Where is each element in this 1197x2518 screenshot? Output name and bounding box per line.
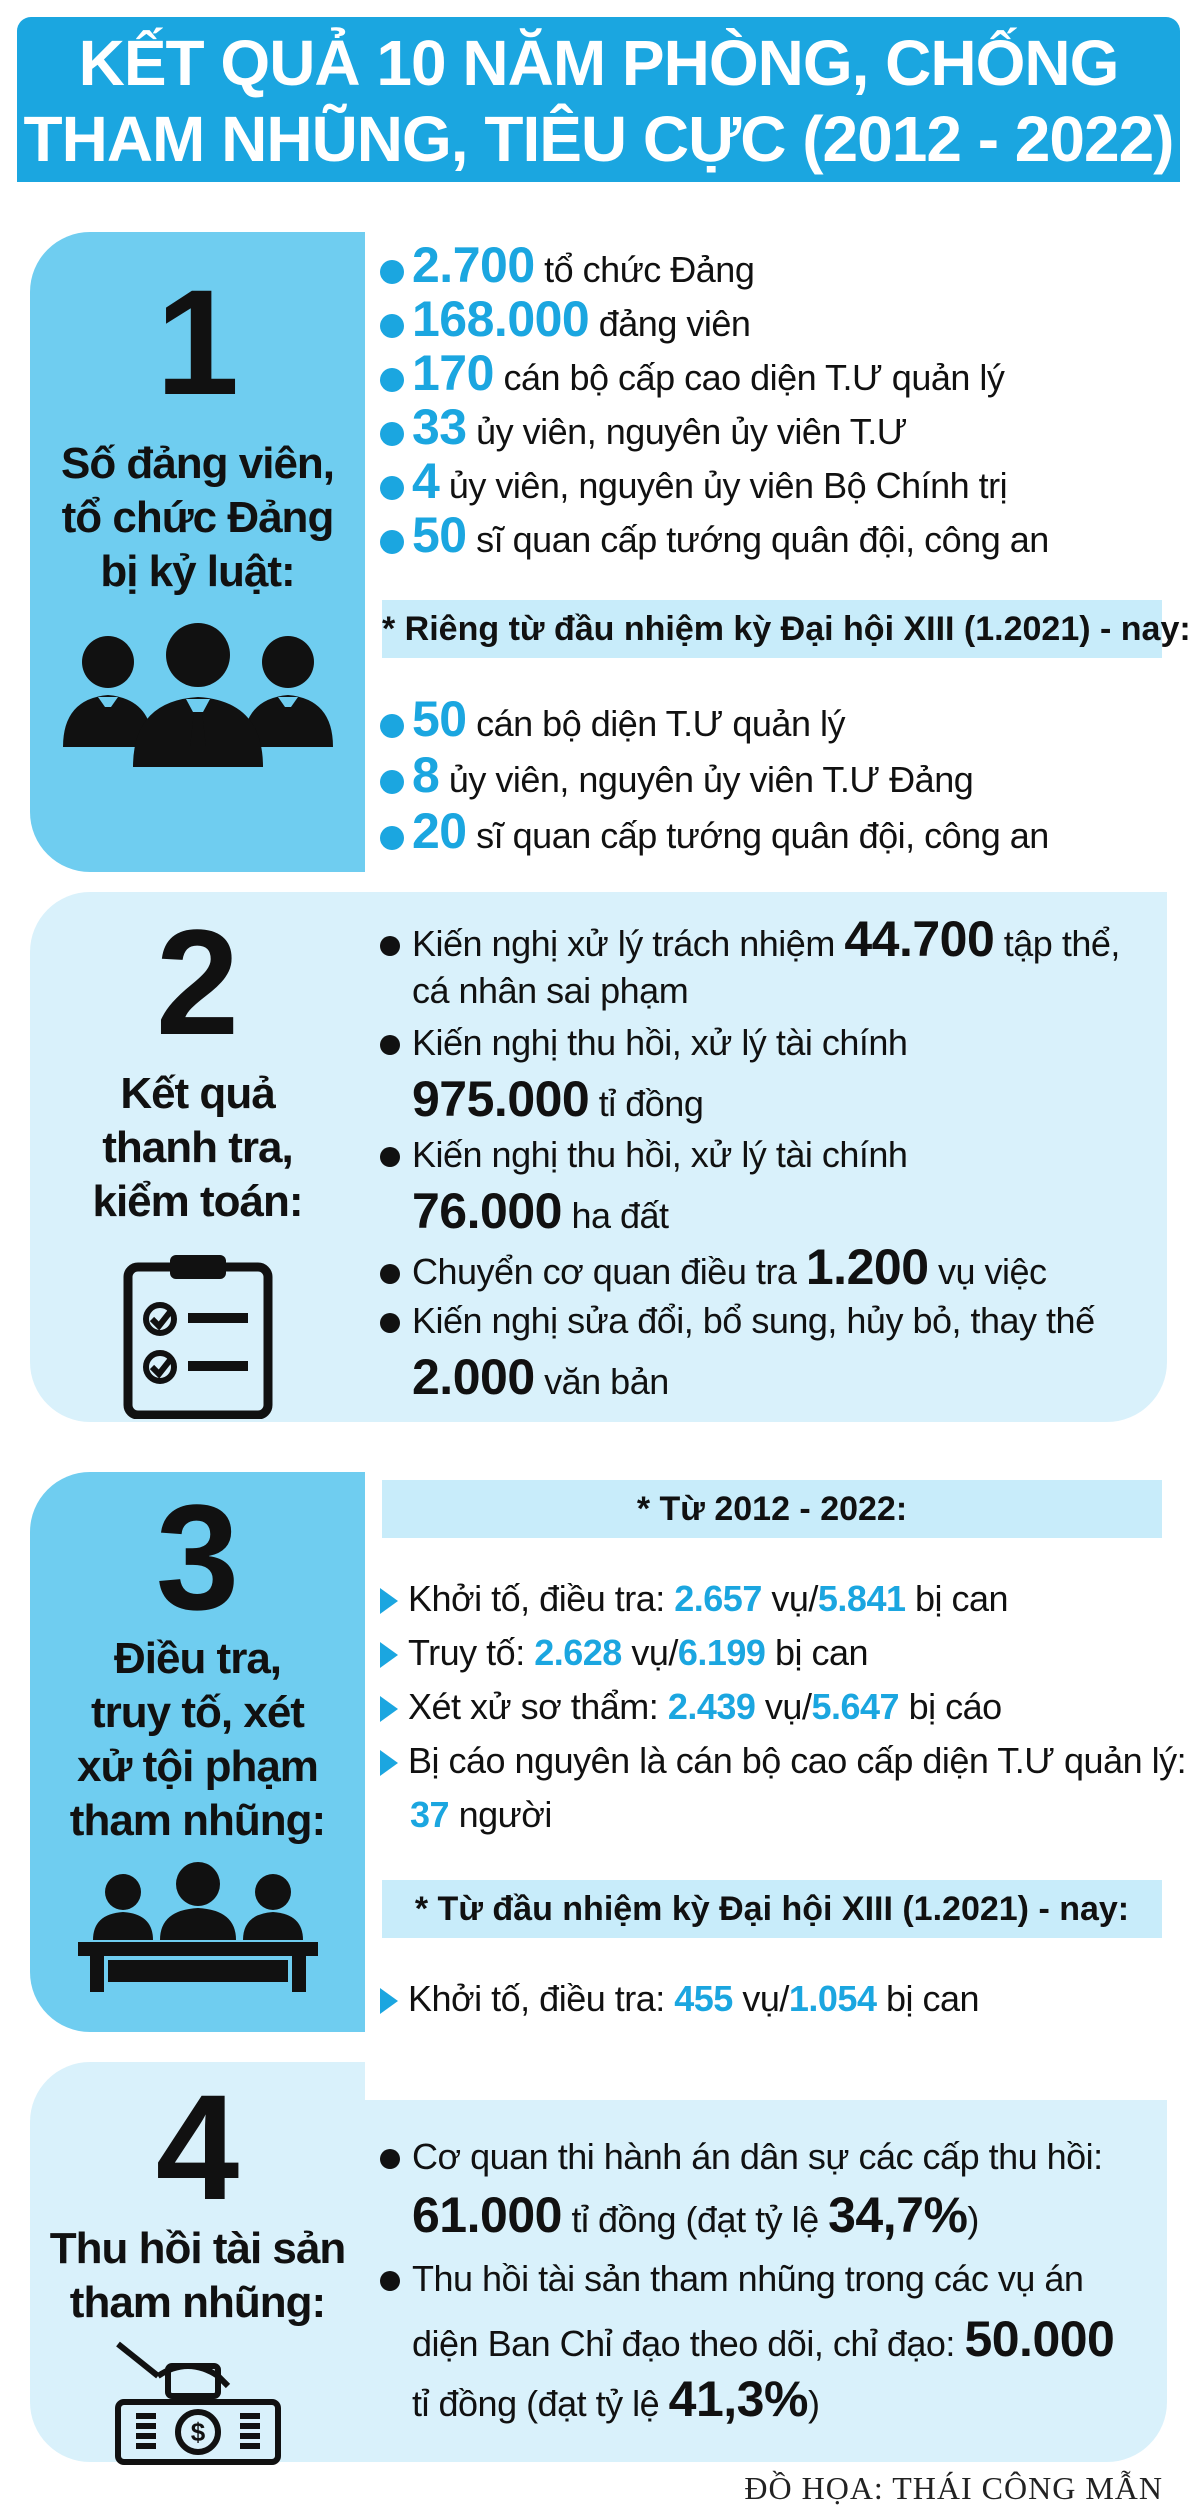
list-item: Khởi tố, điều tra: 2.657 vụ/5.841 bị can: [380, 1578, 1008, 1620]
bullet-icon: [380, 1147, 400, 1167]
title-banner: [17, 17, 1180, 182]
title-line-2: THAM NHŨNG, TIÊU CỰC (2012 - 2022): [23, 103, 1174, 175]
subhead: * Từ đầu nhiệm kỳ Đại hội XIII (1.2021) - nay:: [382, 1880, 1162, 1938]
list-item-continuation: 61.000 tỉ đồng (đạt tỷ lệ 34,7%): [412, 2187, 979, 2243]
subhead: * Từ 2012 - 2022:: [382, 1480, 1162, 1538]
list-item: 168.000 đảng viên: [380, 290, 750, 348]
list-item: Khởi tố, điều tra: 455 vụ/1.054 bị can: [380, 1978, 979, 2020]
list-item-continuation: 37 người: [410, 1794, 552, 1835]
section-number: 1: [155, 258, 240, 426]
section-label: Số đảng viên, tổ chức Đảng bị kỷ luật:: [60, 439, 335, 596]
bullet-icon: [380, 2271, 400, 2291]
list-item: Thu hồi tài sản tham nhũng trong các vụ án: [380, 2258, 1083, 2300]
section-label: Kết quả thanh tra, kiểm toán:: [92, 1069, 303, 1226]
list-item: Cơ quan thi hành án dân sự các cấp thu hồi:: [380, 2136, 1103, 2178]
bullet-icon: [380, 314, 404, 338]
list-item: Kiến nghị xử lý trách nhiệm 44.700 tập thể,: [380, 910, 1120, 968]
bullet-icon: [380, 422, 404, 446]
list-item: 50 cán bộ diện T.Ư quản lý: [380, 690, 845, 748]
bullet-icon: [380, 530, 404, 554]
bullet-icon: [380, 936, 400, 956]
list-item: Xét xử sơ thẩm: 2.439 vụ/5.647 bị cáo: [380, 1686, 1002, 1728]
bullet-icon: [380, 368, 404, 392]
section-4-panel: [30, 2062, 365, 2462]
list-item: Kiến nghị thu hồi, xử lý tài chính: [380, 1134, 907, 1176]
checklist-clipboard-icon: [118, 1249, 278, 1419]
list-item: Kiến nghị sửa đổi, bổ sung, hủy bỏ, thay thế: [380, 1300, 1095, 1342]
bullet-icon: [380, 770, 404, 794]
section-2-panel: [30, 892, 365, 1422]
subhead: * Riêng từ đầu nhiệm kỳ Đại hội XIII (1.2021) - nay:: [382, 600, 1162, 658]
section-number: 2: [155, 898, 240, 1066]
list-item: 33 ủy viên, nguyên ủy viên T.Ư: [380, 398, 907, 456]
bullet-icon: [380, 476, 404, 500]
bullet-icon: [380, 260, 404, 284]
money-recovery-icon: [98, 2336, 298, 2466]
list-item: Chuyển cơ quan điều tra 1.200 vụ việc: [380, 1238, 1047, 1296]
svg-text:$: $: [190, 2417, 205, 2447]
bullet-icon: [380, 1264, 400, 1284]
list-item-continuation: 975.000 tỉ đồng: [412, 1071, 704, 1127]
list-item: 50 sĩ quan cấp tướng quân đội, công an: [380, 506, 1049, 564]
section-number: 4: [155, 2063, 240, 2231]
title-line-1: KẾT QUẢ 10 NĂM PHÒNG, CHỐNG: [78, 27, 1119, 99]
list-item-continuation: diện Ban Chỉ đạo theo dõi, chỉ đạo: 50.000: [412, 2311, 1115, 2367]
list-item: 4 ủy viên, nguyên ủy viên Bộ Chính trị: [380, 452, 1007, 510]
section-label: Điều tra, truy tố, xét xử tội phạm tham nhũng:: [69, 1634, 326, 1845]
bullet-icon: [380, 1313, 400, 1333]
section-number: 3: [155, 1473, 240, 1641]
list-item: Bị cáo nguyên là cán bộ cao cấp diện T.Ư quản lý:: [380, 1740, 1186, 1782]
bullet-icon: [380, 714, 404, 738]
list-item: 8 ủy viên, nguyên ủy viên T.Ư Đảng: [380, 746, 973, 804]
list-item: 2.700 tổ chức Đảng: [380, 236, 754, 294]
list-item-continuation: 2.000 văn bản: [412, 1349, 669, 1405]
courtroom-icon: [68, 1862, 328, 1992]
bullet-icon: [380, 1988, 398, 2014]
section-label: Thu hồi tài sản tham nhũng:: [49, 2224, 346, 2327]
bullet-icon: [380, 1750, 398, 1776]
list-item-continuation: 76.000 ha đất: [412, 1183, 669, 1239]
graphic-credit: ĐỒ HỌA: THÁI CÔNG MẪN: [744, 2470, 1163, 2506]
list-item: Truy tố: 2.628 vụ/6.199 bị can: [380, 1632, 868, 1674]
list-item: Kiến nghị thu hồi, xử lý tài chính: [380, 1022, 907, 1064]
bullet-icon: [380, 826, 404, 850]
section-3-panel: [30, 1472, 365, 2032]
list-item: 20 sĩ quan cấp tướng quân đội, công an: [380, 802, 1049, 860]
bullet-icon: [380, 1696, 398, 1722]
list-item-continuation: cá nhân sai phạm: [412, 970, 689, 1011]
bullet-icon: [380, 1642, 398, 1668]
bullet-icon: [380, 2149, 400, 2169]
bullet-icon: [380, 1588, 398, 1614]
list-item: 170 cán bộ cấp cao diện T.Ư quản lý: [380, 344, 1004, 402]
people-group-icon: [53, 617, 343, 767]
bullet-icon: [380, 1035, 400, 1055]
list-item-continuation: tỉ đồng (đạt tỷ lệ 41,3%): [412, 2371, 820, 2427]
section-1-panel: [30, 232, 365, 872]
